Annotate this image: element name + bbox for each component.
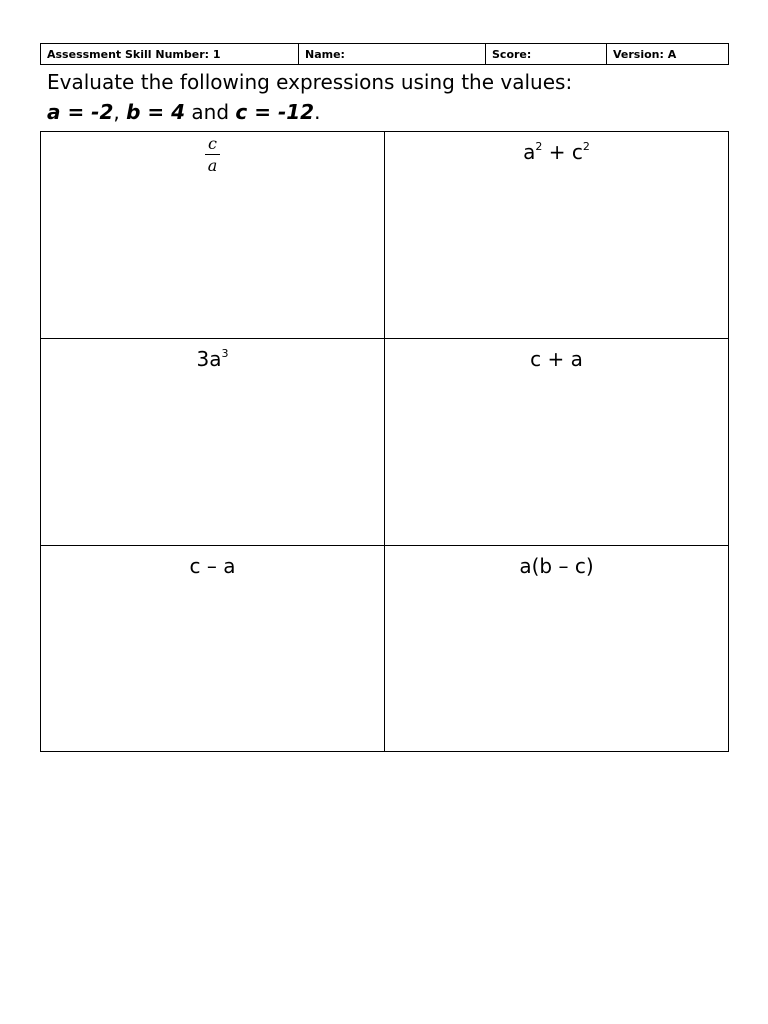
expr-exponent-c: 2 — [582, 140, 590, 153]
problem-cell-5[interactable] — [41, 546, 385, 751]
end-period: . — [314, 100, 321, 124]
fraction-expression — [41, 134, 384, 177]
expr-operator: + — [548, 140, 566, 164]
expr-exponent: 3 — [221, 347, 229, 360]
value-a: a = -2 — [47, 100, 114, 124]
value-c: c = -12 — [235, 100, 315, 124]
problem-grid — [40, 131, 729, 752]
expression-sum-of-squares — [385, 138, 728, 166]
header-table — [40, 43, 729, 65]
version-label: Version: A — [613, 48, 677, 61]
separator-and: and — [191, 100, 230, 124]
expression-product: a(b – c) — [519, 554, 594, 578]
value-b: b = 4 — [126, 100, 186, 124]
assessment-skill-number: Assessment Skill Number: 1 — [41, 44, 299, 64]
variable-values — [47, 98, 320, 126]
problem-cell-1[interactable] — [41, 132, 385, 339]
expr-coefficient: 3a — [196, 347, 222, 371]
name-field[interactable]: Name: — [299, 44, 486, 64]
expr-exponent-a: 2 — [535, 140, 543, 153]
expr-base-c: c — [571, 140, 583, 164]
score-field[interactable]: Score: — [486, 44, 607, 64]
separator-comma: , — [113, 100, 120, 124]
problem-cell-3[interactable] — [41, 339, 385, 546]
problem-cell-2[interactable] — [385, 132, 728, 339]
expression-difference: c – a — [189, 554, 236, 578]
problem-cell-4[interactable] — [385, 339, 728, 546]
expr-base-a: a — [523, 140, 536, 164]
fraction-numerator: c — [205, 134, 220, 155]
expression-cube — [41, 345, 384, 373]
fraction-denominator: a — [207, 156, 218, 175]
problem-cell-6[interactable] — [385, 546, 728, 751]
expression-sum: c + a — [530, 347, 583, 371]
instruction-text: Evaluate the following expressions using the values: — [47, 70, 573, 94]
